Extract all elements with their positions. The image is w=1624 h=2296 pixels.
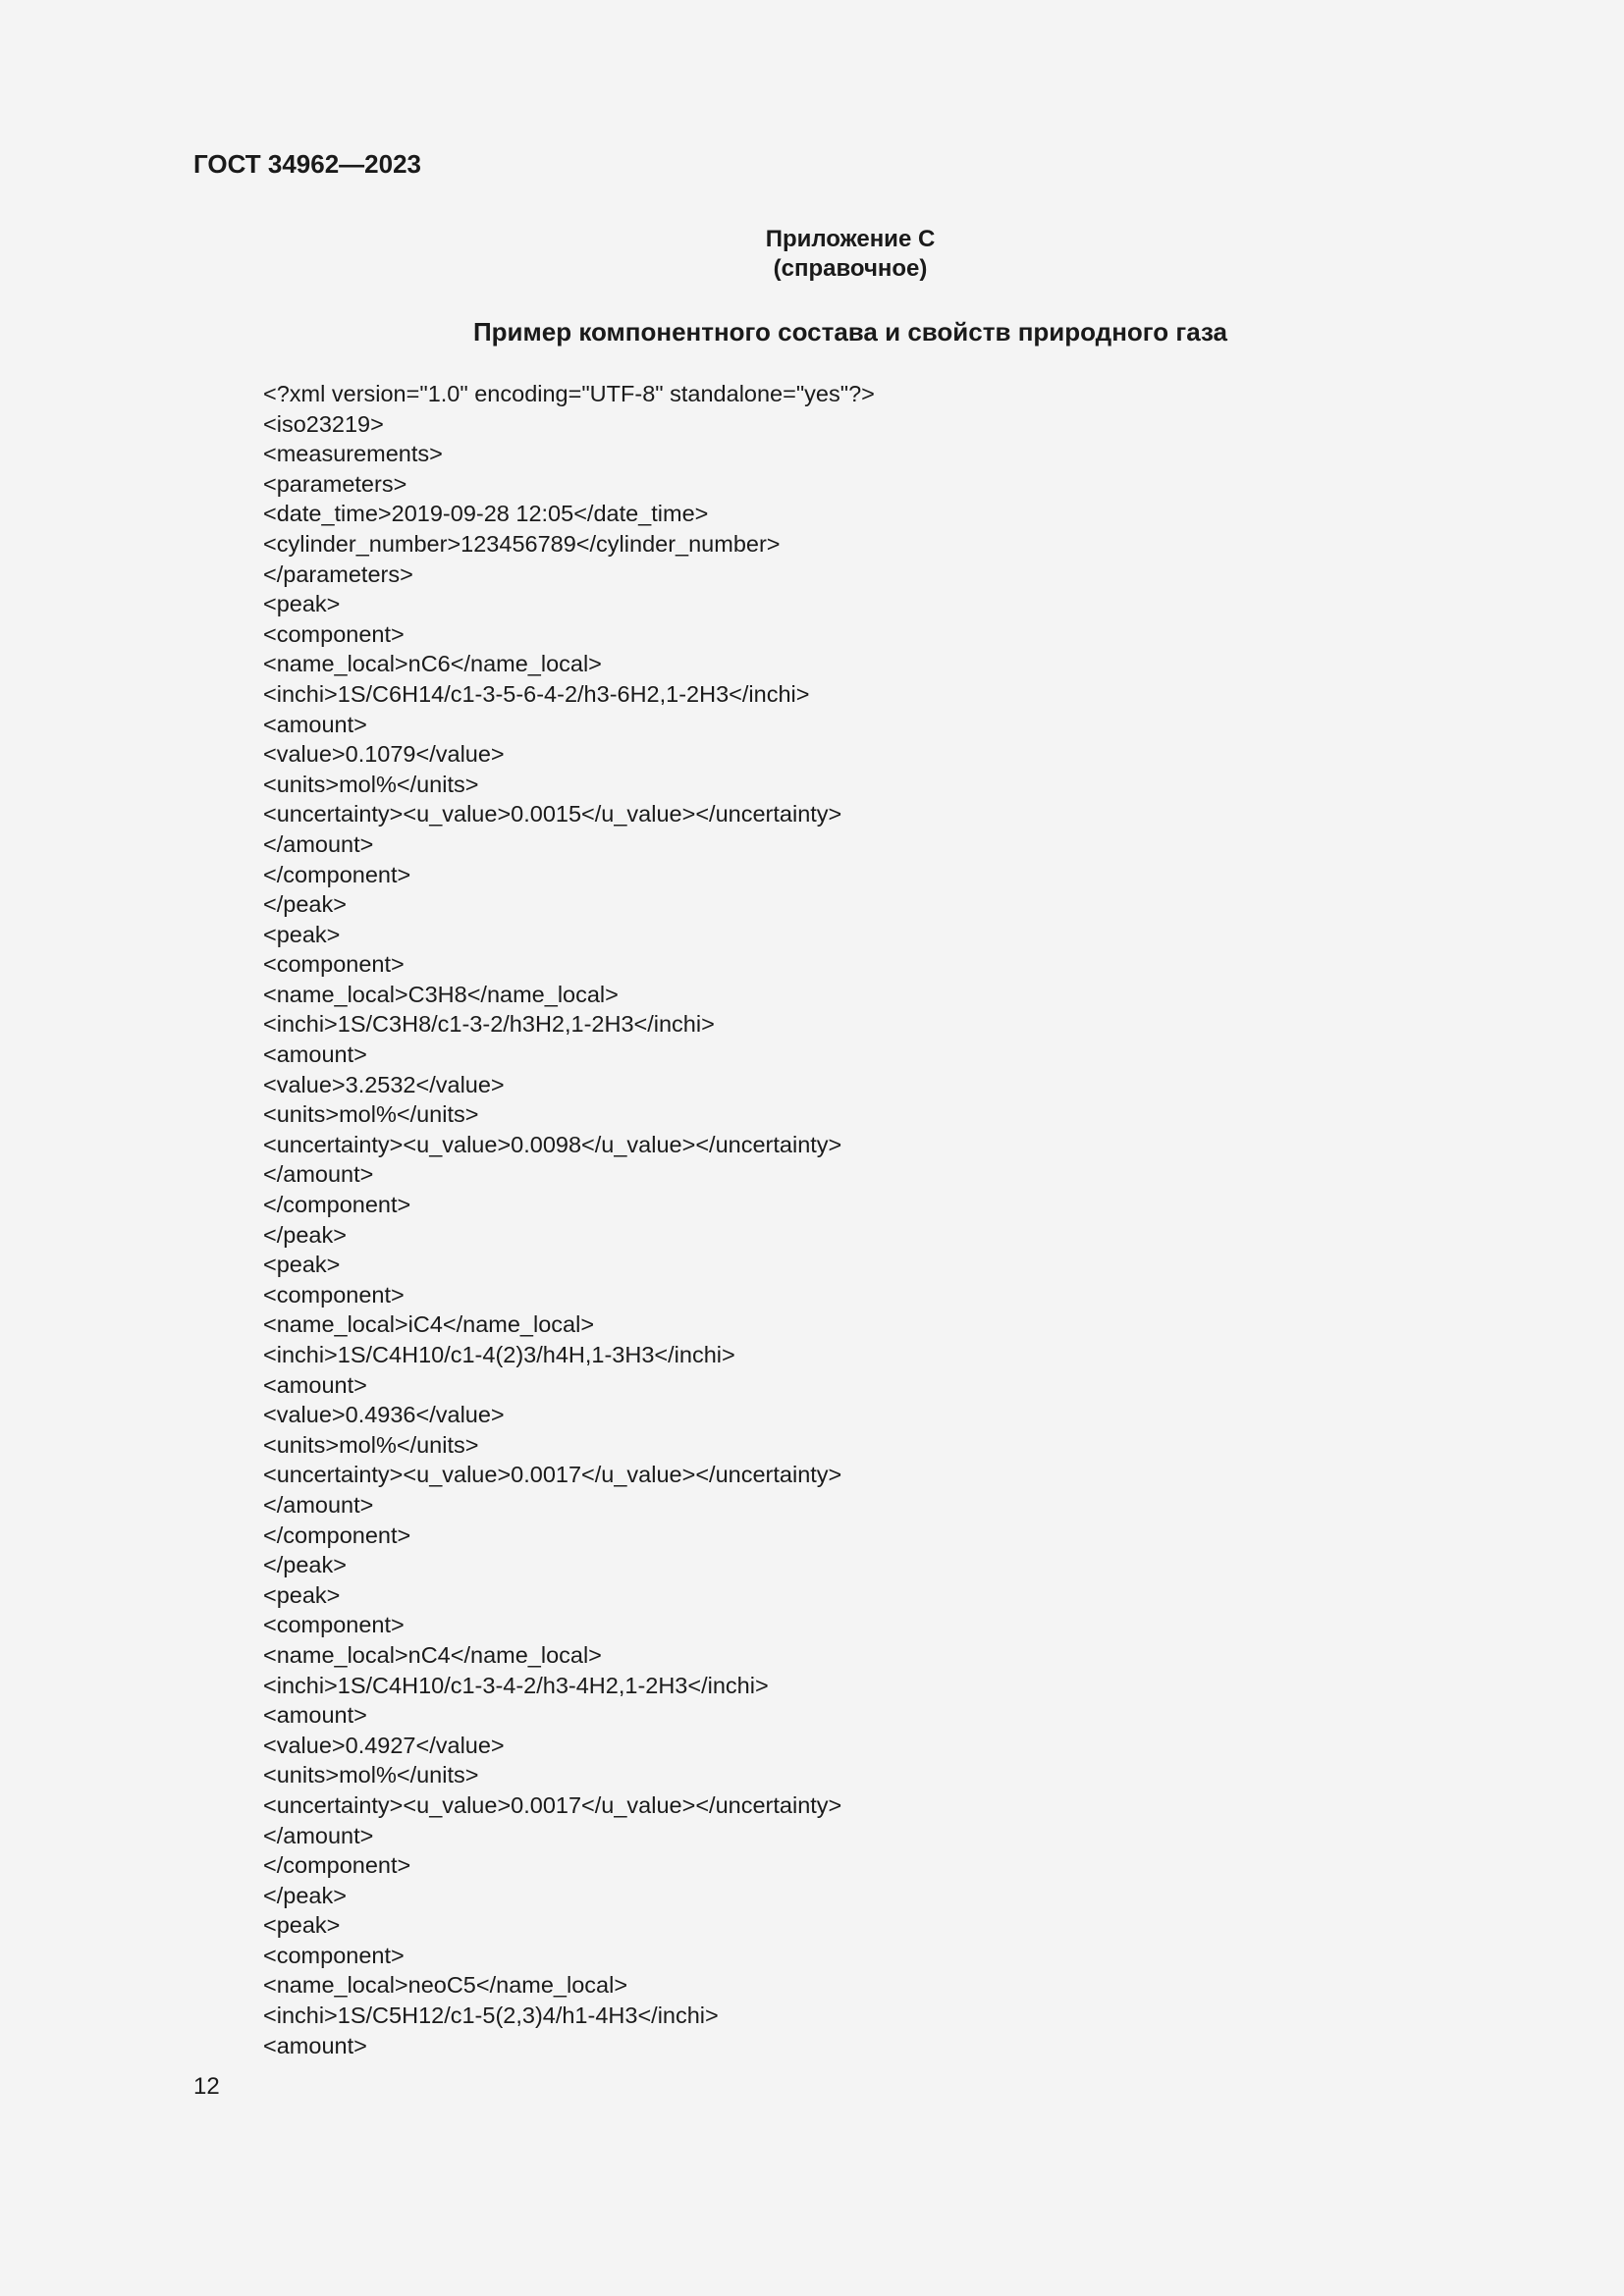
xml-line: <units>mol%</units> — [263, 1431, 479, 1458]
xml-line: <value>0.4936</value> — [263, 1402, 505, 1428]
xml-line: <units>mol%</units> — [263, 1762, 479, 1789]
xml-line: <amount> — [263, 711, 367, 737]
xml-line: <peak> — [263, 1912, 341, 1939]
annex-title: Приложение C — [765, 226, 936, 252]
xml-line: <inchi>1S/C4H10/c1-4(2)3/h4H,1-3H3</inchi> — [263, 1342, 735, 1367]
xml-line: <inchi>1S/C6H14/c1-3-5-6-4-2/h3-6H2,1-2H3</inchi> — [263, 680, 810, 707]
xml-line: </peak> — [263, 1552, 347, 1578]
xml-line: <amount> — [263, 1371, 367, 1398]
xml-line: <?xml version="1.0" encoding="UTF-8" standalone="yes"?> — [263, 381, 875, 406]
xml-line: <cylinder_number>123456789</cylinder_number> — [263, 530, 781, 557]
xml-listing — [263, 379, 1441, 2060]
xml-line: <value>3.2532</value> — [263, 1071, 505, 1097]
xml-line: <measurements> — [263, 441, 443, 467]
page-number: 12 — [193, 2073, 220, 2100]
standard-id-header: ГОСТ 34962—2023 — [193, 149, 421, 179]
xml-line: </amount> — [263, 830, 374, 857]
xml-line: <date_time>2019-09-28 12:05</date_time> — [263, 501, 709, 527]
xml-line: <value>0.4927</value> — [263, 1732, 505, 1758]
xml-line: <value>0.1079</value> — [263, 741, 505, 768]
xml-line: <peak> — [263, 1581, 341, 1608]
xml-line: <name_local>C3H8</name_local> — [263, 981, 619, 1007]
xml-line: <peak> — [263, 921, 341, 947]
xml-line: <amount> — [263, 1041, 367, 1068]
xml-line: <name_local>nC6</name_local> — [263, 651, 602, 677]
section-title: Пример компонентного состава и свойств природного газа — [472, 317, 1228, 347]
annex-type: (справочное) — [773, 255, 928, 282]
xml-line: </peak> — [263, 891, 347, 918]
xml-line: <name_local>iC4</name_local> — [263, 1311, 595, 1338]
xml-line: <inchi>1S/C3H8/c1-3-2/h3H2,1-2H3</inchi> — [263, 1011, 715, 1038]
xml-line: <uncertainty><u_value>0.0015</u_value></uncertainty> — [263, 801, 842, 828]
xml-line: </amount> — [263, 1491, 374, 1518]
xml-line: </component> — [263, 1852, 411, 1879]
xml-line: <component> — [263, 1942, 405, 1968]
xml-line: <name_local>neoC5</name_local> — [263, 1972, 628, 1999]
xml-line: </peak> — [263, 1882, 347, 1908]
xml-line: <uncertainty><u_value>0.0098</u_value></uncertainty> — [263, 1131, 842, 1157]
xml-line: <component> — [263, 620, 405, 647]
xml-line: <component> — [263, 951, 405, 978]
xml-line: <inchi>1S/C5H12/c1-5(2,3)4/h1-4H3</inchi> — [263, 2002, 719, 2029]
xml-line: <uncertainty><u_value>0.0017</u_value></uncertainty> — [263, 1462, 842, 1488]
xml-line: <component> — [263, 1612, 405, 1638]
xml-line: <units>mol%</units> — [263, 1101, 479, 1128]
xml-line: </amount> — [263, 1822, 374, 1848]
xml-line: <amount> — [263, 2032, 367, 2058]
xml-line: <amount> — [263, 1702, 367, 1729]
xml-line: <peak> — [263, 591, 341, 617]
xml-line: </component> — [263, 1522, 411, 1548]
xml-line: <iso23219> — [263, 410, 384, 437]
xml-line: <parameters> — [263, 470, 407, 497]
xml-line: <component> — [263, 1281, 405, 1308]
xml-line: <peak> — [263, 1252, 341, 1278]
xml-line: <uncertainty><u_value>0.0017</u_value></uncertainty> — [263, 1791, 842, 1818]
xml-line: <name_local>nC4</name_local> — [263, 1641, 602, 1668]
xml-line: <inchi>1S/C4H10/c1-3-4-2/h3-4H2,1-2H3</inchi> — [263, 1672, 769, 1698]
xml-line: </component> — [263, 861, 411, 887]
xml-line: <units>mol%</units> — [263, 771, 479, 797]
xml-line: </component> — [263, 1192, 411, 1218]
xml-line: </amount> — [263, 1161, 374, 1188]
xml-line: </parameters> — [263, 561, 413, 587]
xml-line: </peak> — [263, 1221, 347, 1248]
